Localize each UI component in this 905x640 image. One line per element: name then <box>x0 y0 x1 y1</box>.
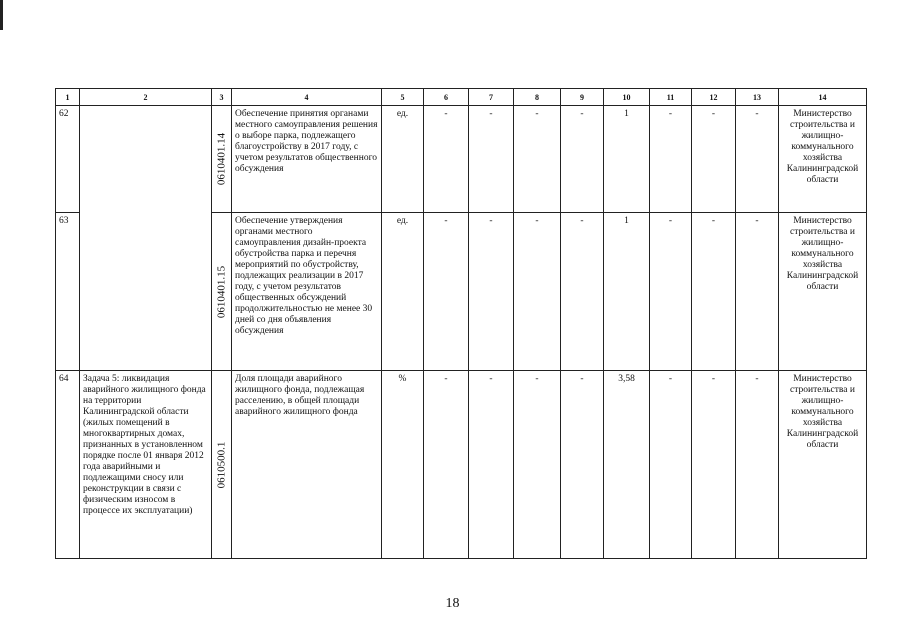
value-cell: - <box>692 106 736 213</box>
value-cell: - <box>469 213 514 371</box>
value-cell: - <box>424 106 469 213</box>
header-cell: 12 <box>692 89 736 106</box>
value-cell: - <box>650 371 692 559</box>
value-cell: - <box>469 371 514 559</box>
indicator-code: 0610401.15 <box>212 213 232 371</box>
header-cell: 14 <box>779 89 867 106</box>
value-cell: 3,58 <box>604 371 650 559</box>
table-row <box>56 106 867 213</box>
header-cell: 13 <box>736 89 779 106</box>
value-cell: - <box>692 213 736 371</box>
table-header-row <box>56 89 867 106</box>
task-description: Задача 5: ликвидация аварийного жилищного фонда на территории Калининградской области (жилых помещений в многоквартирных домах, признанных в установленном порядке после 01 января 2012 года аварийными и подлежащими сносу или реконструкции в связи с физическим износом в процессе их эксплуатации) <box>80 371 212 559</box>
unit-cell: ед. <box>382 213 424 371</box>
value-cell: - <box>514 371 561 559</box>
table-row <box>56 371 867 559</box>
header-cell: 6 <box>424 89 469 106</box>
header-cell: 4 <box>232 89 382 106</box>
header-cell: 3 <box>212 89 232 106</box>
row-number: 62 <box>56 106 80 213</box>
task-cell-empty <box>80 106 212 371</box>
indicator-code: 0610500.1 <box>212 371 232 559</box>
value-cell: - <box>424 213 469 371</box>
row-number: 63 <box>56 213 80 371</box>
responsible-org: Министерство строительства и жилищно-коммунального хозяйства Калининградской области <box>779 106 867 213</box>
scan-edge-mark <box>0 0 3 30</box>
value-cell: - <box>736 213 779 371</box>
indicator-code: 0610401.14 <box>212 106 232 213</box>
responsible-org: Министерство строительства и жилищно-коммунального хозяйства Калининградской области <box>779 371 867 559</box>
header-cell: 8 <box>514 89 561 106</box>
header-cell: 5 <box>382 89 424 106</box>
value-cell: 1 <box>604 106 650 213</box>
header-cell: 10 <box>604 89 650 106</box>
value-cell: 1 <box>604 213 650 371</box>
page-number: 18 <box>445 596 460 611</box>
value-cell: - <box>561 106 604 213</box>
value-cell: - <box>514 213 561 371</box>
value-cell: - <box>692 371 736 559</box>
header-cell: 9 <box>561 89 604 106</box>
header-cell: 1 <box>56 89 80 106</box>
value-cell: - <box>736 371 779 559</box>
header-cell: 11 <box>650 89 692 106</box>
unit-cell: ед. <box>382 106 424 213</box>
indicator-name: Обеспечение утверждения органами местного самоуправления дизайн-проекта обустройства парка и перечня мероприятий по обустройству, подлежащих реализации в 2017 году, с учетом результатов общественных обсуждений продолжительностью не менее 30 дней со дня объявления обсуждения <box>232 213 382 371</box>
header-cell: 2 <box>80 89 212 106</box>
indicator-name: Обеспечение принятия органами местного самоуправления решения о выборе парка, подлежащего благоустройству в 2017 году, с учетом результатов общественного обсуждения <box>232 106 382 213</box>
responsible-org: Министерство строительства и жилищно-коммунального хозяйства Калининградской области <box>779 213 867 371</box>
indicator-name: Доля площади аварийного жилищного фонда, подлежащая расселению, в общей площади аварийного жилищного фонда <box>232 371 382 559</box>
row-number: 64 <box>56 371 80 559</box>
value-cell: - <box>469 106 514 213</box>
value-cell: - <box>561 213 604 371</box>
value-cell: - <box>424 371 469 559</box>
value-cell: - <box>561 371 604 559</box>
indicators-table <box>55 88 867 559</box>
value-cell: - <box>650 213 692 371</box>
header-cell: 7 <box>469 89 514 106</box>
unit-cell: % <box>382 371 424 559</box>
value-cell: - <box>650 106 692 213</box>
value-cell: - <box>514 106 561 213</box>
value-cell: - <box>736 106 779 213</box>
